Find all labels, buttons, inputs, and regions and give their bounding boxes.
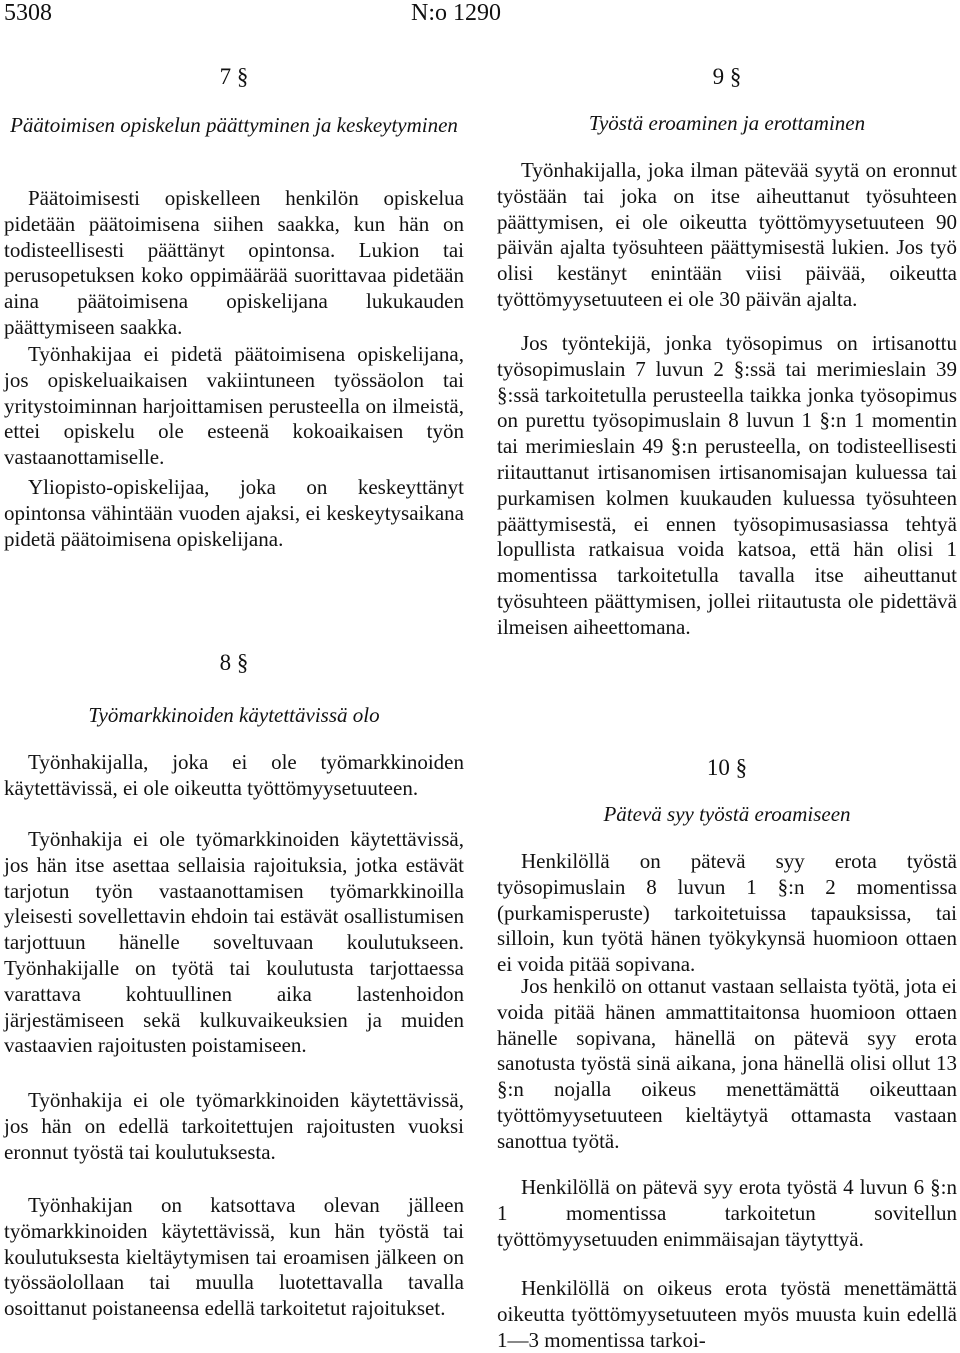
section-7-paragraph-3: Yliopisto-opiskelijaa, joka on keskeyttänyt opintonsa vähintään vuoden ajaksi, ei keskeytysaikana pidetä päätoimisena opiskelijana. (4, 475, 464, 551)
section-9-number: 9 § (712, 64, 742, 89)
section-8-paragraph-3: Työnhakija ei ole työmarkkinoiden käytettävissä, jos hän on edellä tarkoitettujen rajoitusten vuoksi eronnut työstä tai koulutuksesta. (4, 1088, 464, 1164)
section-8-title: Työmarkkinoiden käytettävissä olo (88, 703, 380, 727)
page-number: 5308 (4, 0, 52, 26)
section-8-paragraph-4: Työnhakijan on katsottava olevan jälleen työmarkkinoiden käytettävissä, kun hän työstä tai koulutuksesta kieltäytymisen tai eroamisen jälkeen on työssäolollaan tai muulla luotettavalla tavalla osoittanut poistaneensa edellä tarkoitetut rajoitukset. (4, 1193, 464, 1321)
section-10-title: Pätevä syy työstä eroamiseen (603, 802, 851, 826)
section-9-paragraph-2: Jos työntekijä, jonka työsopimus on irtisanottu työsopimuslain 7 luvun 2 §:ssä tai merimieslain 39 §:ssä tarkoitetulla perusteella taikka jonka työsopimus on purettu työsopimuslain 8 luvun 1 §:n 1 momentin tai merimieslain 49 §:n perusteella, on todisteellisesti riitauttanut irtisanomisen irtisanomisajan kuluessa tai purkamisen kolmen kuukauden kuluessa työsuhteen päättymisestä, ei ennen työsopimusasiassa tehtyä lopullista ratkaisua voida katsoa, että hän olisi 1 momentissa tarkoitetulla tavalla itse aiheuttanut työsuhteen päättymisen, jollei riitautusta ole pidettävä ilmeisen aiheettomana. (497, 331, 957, 639)
section-9-paragraph-1: Työnhakijalla, joka ilman pätevää syytä on eronnut työstään tai joka on itse aiheuttanut työsuhteen päättymisen, ei ole oikeutta työttömyysetuuteen 90 päivän ajalta työsuhteen päättymisestä lukien. Jos työ olisi kestänyt enintään viisi päivää, oikeutta työttömyysetuuteen ei ole 30 päivän ajalta. (497, 158, 957, 311)
page-header (0, 0, 960, 30)
section-8-paragraph-2: Työnhakija ei ole työmarkkinoiden käytettävissä, jos hän itse asettaa sellaisia rajoituksia, jotka estävät tarjotun työn vastaanottamisen työmarkkinoilla yleisesti sovellettavin ehdoin tai estävät osallistumisen tarjottuun hänelle soveltuvaan koulutukseen. Työnhakijalle on työtä tai koulutusta tarjottaessa varattava kohtuullinen aika lastenhoidon järjestämiseen sekä kulkuvaikeuksien ja muiden vastaavien rajoitusten poistamiseen. (4, 827, 464, 1058)
section-8-number: 8 § (219, 650, 249, 675)
section-7-paragraph-1: Päätoimisesti opiskelleen henkilön opiskelua pidetään päätoimisena siihen saakka, kun hän on todisteellisesti päättänyt opintonsa. Lukion tai perusopetuksen koko oppimäärää suorittavaa pidetään aina päätoimisena opiskelijana lukukauden päättymiseen saakka. (4, 186, 464, 339)
section-10-paragraph-2: Jos henkilö on ottanut vastaan sellaista työtä, jota ei voida pitää hänen ammattitaitonsa huomioon ottaen hänelle sopivana, hänellä on pätevä syy erota sanotusta työstä sinä aikana, jona hänellä olisi ollut 13 §:n nojalla oikeus menettämättä oikeuttaan työttömyysetuuteen kieltäytyä ottamasta vastaan sanottua työtä. (497, 974, 957, 1153)
section-10-paragraph-1: Henkilöllä on pätevä syy erota työstä työsopimuslain 8 luvun 1 §:n 2 momentissa (purkamisperuste) tarkoitetuissa tapauksissa, tai silloin, kun työtä hänen työkykynsä huomioon ottaen ei voida pitää sopivana. (497, 849, 957, 977)
section-7-paragraph-2: Työnhakijaa ei pidetä päätoimisena opiskelijana, jos opiskeluaikaisen vakiintuneen työssäolon tai yritystoiminnan harjoittamisen perusteella on ilmeistä, ettei opiskelu ole esteenä kokoaikaisen työn vastaanottamiselle. (4, 342, 464, 470)
section-10-number: 10 § (706, 755, 748, 780)
section-7-title: Päätoimisen opiskelun päättyminen ja keskeytyminen (10, 113, 458, 137)
section-9-title: Työstä eroaminen ja erottaminen (588, 111, 866, 135)
section-10-paragraph-3: Henkilöllä on pätevä syy erota työstä 4 luvun 6 §:n 1 momentissa tarkoitetun sovitellun työttömyysetuuden enimmäisajan täytyttyä. (497, 1175, 957, 1251)
section-7-number: 7 § (219, 64, 249, 89)
document-number: N:o 1290 (411, 0, 501, 26)
section-8-paragraph-1: Työnhakijalla, joka ei ole työmarkkinoiden käytettävissä, ei ole oikeutta työttömyysetuuteen. (4, 750, 464, 800)
section-10-paragraph-4: Henkilöllä on oikeus erota työstä menettämättä oikeutta työttömyysetuuteen myös muusta kuin edellä 1—3 momentissa tarkoi- (497, 1276, 957, 1352)
